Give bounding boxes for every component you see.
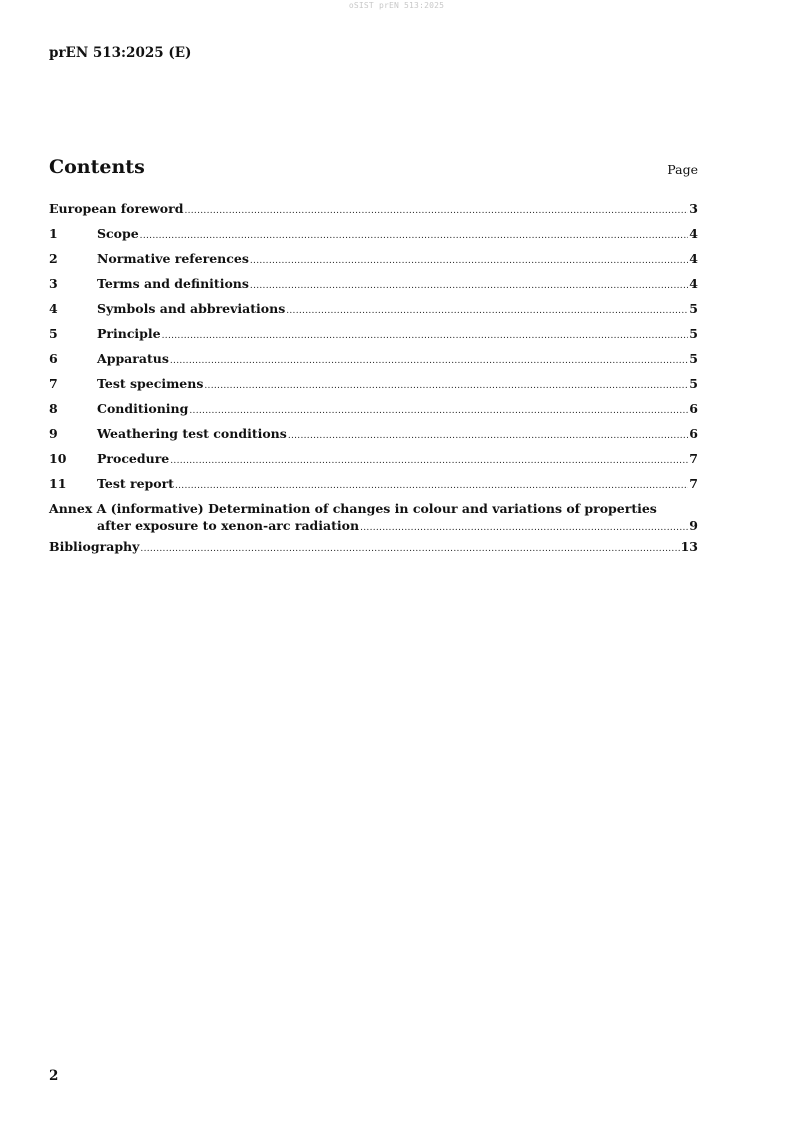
toc-entry-number: 8 (49, 401, 58, 416)
toc-entry-page: 13 (680, 539, 698, 554)
toc-entry-title: Test specimens (97, 376, 204, 391)
annex-title-line-2: after exposure to xenon-arc radiation (97, 518, 360, 533)
document-id-header: prEN 513:2025 (E) (49, 45, 192, 61)
toc-leader-dots (140, 227, 689, 245)
toc-entry-title: Scope (97, 226, 139, 241)
toc-leader-dots (189, 402, 688, 420)
toc-entry-bibliography[interactable] (49, 538, 698, 563)
toc-entry-title: Weathering test conditions (97, 426, 287, 441)
toc-entry-title: Test report (97, 476, 174, 491)
toc-leader-dots (140, 540, 679, 558)
toc-entry-number: 10 (49, 451, 67, 466)
toc-entry-page: 7 (689, 451, 698, 466)
toc-leader-dots (288, 427, 688, 445)
toc-leader-dots (204, 377, 688, 395)
toc-entry-foreword[interactable] (49, 200, 698, 225)
toc-entry-scope[interactable] (49, 225, 698, 250)
toc-entry-title: Normative references (97, 251, 249, 266)
toc-entry-annex-a[interactable] (49, 500, 698, 538)
toc-leader-dots (170, 352, 688, 370)
toc-entry-number: 7 (49, 376, 58, 391)
toc-leader-dots (286, 302, 688, 320)
toc-entry-apparatus[interactable] (49, 350, 698, 375)
toc-entry-terms-and-definitions[interactable] (49, 275, 698, 300)
toc-entry-title: Terms and definitions (97, 276, 249, 291)
table-of-contents (49, 200, 698, 563)
annex-title-line-1: Annex A (informative) Determination of changes in colour and variations of properties (49, 501, 657, 516)
toc-entry-number: 5 (49, 326, 58, 341)
annex-title-line-2-row (49, 517, 698, 537)
toc-entry-page: 6 (689, 426, 698, 441)
toc-entry-test-specimens[interactable] (49, 375, 698, 400)
toc-entry-number: 3 (49, 276, 58, 291)
toc-entry-page: 4 (689, 251, 698, 266)
toc-entry-conditioning[interactable] (49, 400, 698, 425)
toc-entry-page: 4 (689, 276, 698, 291)
toc-leader-dots (175, 477, 688, 495)
toc-entry-weathering-test-conditions[interactable] (49, 425, 698, 450)
toc-entry-title: Conditioning (97, 401, 189, 416)
toc-leader-dots (360, 520, 688, 537)
toc-entry-number: 2 (49, 251, 58, 266)
toc-entry-page: 5 (689, 376, 698, 391)
toc-leader-dots (250, 277, 688, 295)
toc-entry-title: Apparatus (97, 351, 169, 366)
toc-entry-page: 7 (689, 476, 698, 491)
toc-entry-page: 4 (689, 226, 698, 241)
toc-leader-dots (170, 452, 688, 470)
watermark: oSIST prEN 513:2025 (348, 1, 445, 10)
toc-entry-page: 6 (689, 401, 698, 416)
toc-entry-symbols-and-abbreviations[interactable] (49, 300, 698, 325)
toc-entry-title: Procedure (97, 451, 170, 466)
toc-entry-page: 5 (689, 326, 698, 341)
toc-entry-title: Principle (97, 326, 161, 341)
toc-entry-number: 1 (49, 226, 58, 241)
toc-entry-title: Symbols and abbreviations (97, 301, 286, 316)
toc-leader-dots (162, 327, 689, 345)
toc-entry-principle[interactable] (49, 325, 698, 350)
toc-entry-number: 11 (49, 476, 67, 491)
toc-entry-procedure[interactable] (49, 450, 698, 475)
toc-entry-page: 3 (689, 201, 698, 216)
page-column-label: Page (667, 162, 698, 177)
toc-entry-number: 4 (49, 301, 58, 316)
toc-entry-number: 6 (49, 351, 58, 366)
toc-entry-title: Bibliography (49, 539, 140, 554)
toc-leader-dots (250, 252, 688, 270)
toc-entry-page: 5 (689, 301, 698, 316)
toc-entry-title: European foreword (49, 201, 184, 216)
toc-entry-normative-references[interactable] (49, 250, 698, 275)
toc-leader-dots (184, 202, 688, 220)
toc-entry-test-report[interactable] (49, 475, 698, 500)
toc-entry-page: 9 (689, 518, 698, 533)
contents-heading: Contents (49, 156, 145, 178)
page-number: 2 (49, 1068, 59, 1084)
toc-entry-number: 9 (49, 426, 58, 441)
toc-entry-page: 5 (689, 351, 698, 366)
